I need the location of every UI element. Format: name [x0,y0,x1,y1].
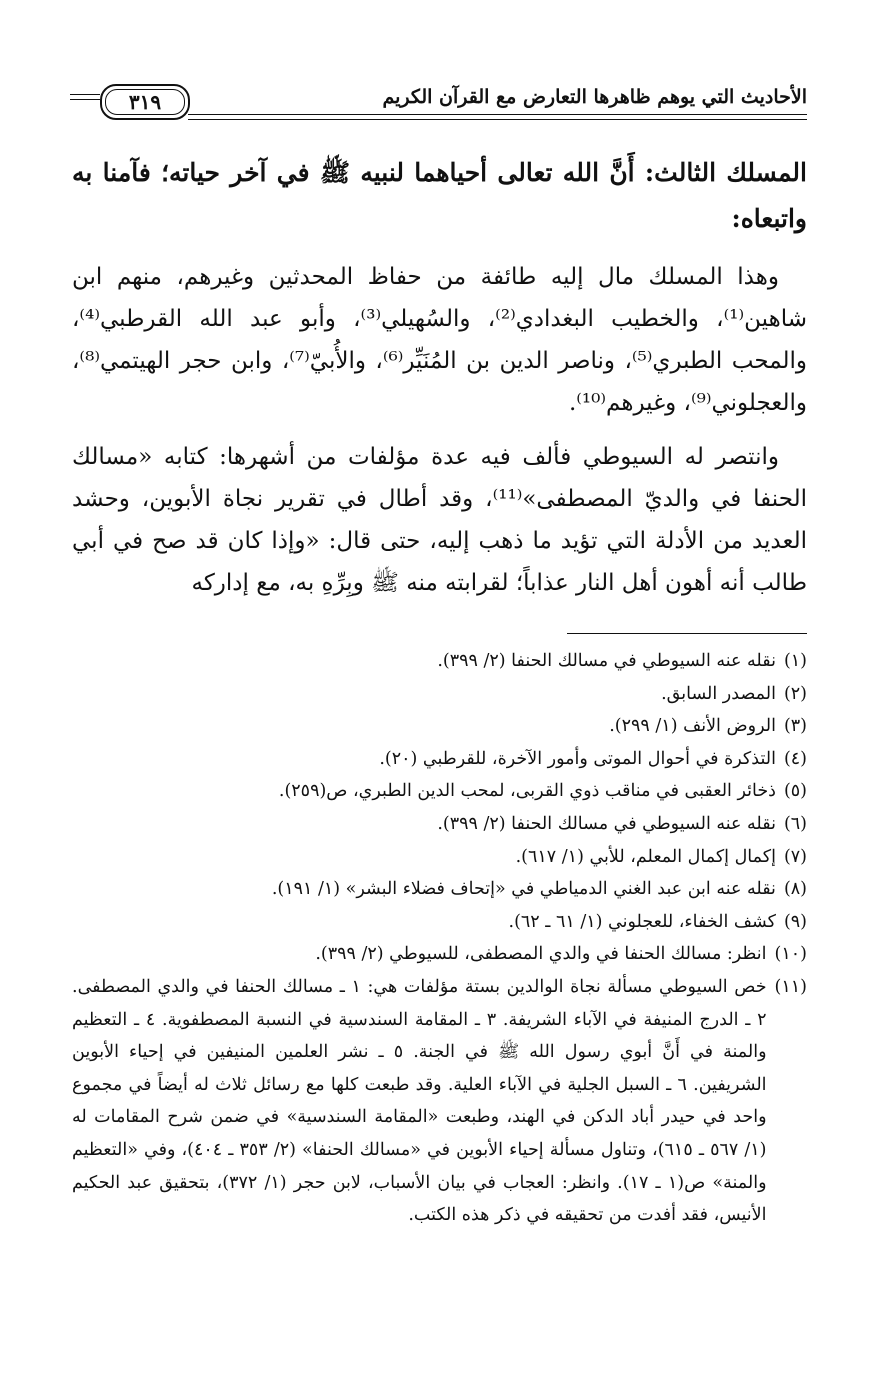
footnote-text: الروض الأنف (١/ ٢٩٩). [609,716,776,737]
footnote-text: إكمال إكمال المعلم، للأبي (١/ ٦١٧). [515,846,776,867]
footnote [72,710,807,743]
paragraph: وهذا المسلك مال إليه طائفة من حفاظ المحدثين وغيرهم، منهم ابن شاهين⁽¹⁾، والخطيب البغدادي⁽²⁾، والسُهيلي⁽³⁾، وأبو عبد الله القرطبي⁽⁴⁾، والمحب الطبري⁽⁵⁾، وناصر الدين بن المُنَيِّر⁽⁶⁾، والأُبيّ⁽⁷⁾، وابن حجر الهيتمي⁽⁸⁾، والعجلوني⁽⁹⁾، وغيرهم⁽¹⁰⁾. [72,264,808,416]
footnote [72,971,807,1232]
footnote-number: (٩) [783,911,807,932]
footnotes [72,645,807,1232]
footnote-text: نقله عنه السيوطي في مسالك الحنفا (٢/ ٣٩٩). [437,813,776,834]
footnote [72,645,807,678]
footnote-text: انظر: مسالك الحنفا في والدي المصطفى، للسيوطي (٢/ ٣٩٩). [315,944,767,965]
footnote-text: نقله عنه ابن عبد الغني الدمياطي في «إتحاف فضلاء البشر» (١/ ١٩١). [271,879,776,900]
page-header [70,78,807,124]
footnote-text: التذكرة في أحوال الموتى وأمور الآخرة، للقرطبي (٢٠). [379,748,776,769]
footnote-number: (٢) [783,683,807,704]
footnote [72,906,807,939]
footnote-separator [567,633,807,634]
footnote [72,775,807,808]
footnote [72,808,807,841]
footnote-number: (٥) [783,781,807,802]
footnote-text: نقله عنه السيوطي في مسالك الحنفا (٢/ ٣٩٩). [437,651,776,671]
paragraph: وانتصر له السيوطي فألف فيه عدة مؤلفات من أشهرها: كتابه «مسالك الحنفا في والديّ المصطفى»⁽¹¹⁾، وقد أطال في تقرير نجاة الأبوين، وحشد العديد من الأدلة التي تؤيد ما ذهب إليه، حتى قال: «وإذا كان قد صح في أبي طالب أنه أهون أهل النار عذاباً؛ لقرابته منه ﷺ وبِرِّهِ به، مع إداركه [72,444,807,596]
running-title: الأحاديث التي يوهم ظاهرها التعارض مع القرآن الكريم [382,86,807,108]
footnote-number: (٦) [783,813,807,834]
footnote-number: (٤) [783,748,807,769]
header-rule-bottom [188,119,807,120]
footnote [72,841,807,874]
header-rule-left-top [70,94,100,95]
page-number-text: ٣١٩ [128,90,162,114]
footnote [72,678,807,711]
page-number [100,84,190,120]
section-heading: المسلك الثالث: أَنَّ الله تعالى أحياهما لنبيه ﷺ في آخر حياته؛ فآمنا به واتبعاه: [72,158,807,233]
footnote-number: (١١) [774,976,807,997]
header-rule-left-bottom [70,99,100,100]
header-rule-top [188,114,807,115]
footnote [72,873,807,906]
footnote-number: (٣) [783,716,807,737]
footnote-number: (١٠) [774,944,807,965]
footnote-text: ذخائر العقبى في مناقب ذوي القربى، لمحب الدين الطبري، ص(٢٥٩). [278,781,776,802]
footnote-number: (٨) [783,879,807,900]
footnote [72,938,807,971]
footnote-text: المصدر السابق. [661,683,776,704]
footnote-number: (٧) [783,846,807,867]
footnote-number: (١) [783,651,807,671]
main-text [72,150,807,616]
footnote-text: خص السيوطي مسألة نجاة الوالدين بستة مؤلفات هي: ١ ـ مسالك الحنفا في والدي المصطفى. ٢ ـ الدرج المنيفة في الآباء الشريفة. ٣ ـ المقامة السندسية في النسبة المصطفوية. ٤ ـ التعظيم والمنة في أَنَّ أبوي رسول الله ﷺ في الجنة. ٥ ـ نشر العلمين المنيفين في إحياء الأبوين الشريفين. ٦ ـ السبل الجلية في الآباء العلية. وقد طبعت كلها مع رسائل ثلاث له أيضاً في مجموع واحد في حيدر أباد الدكن في الهند، وطبعت «المقامة السندسية» في ضمن شرح المقامات له (١/ ٥٦٧ ـ ٦١٥)، وتناول مسألة إحياء الأبوين في «مسالك الحنفا» (٢/ ٣٥٣ ـ ٤٠٤)، وفي «التعظيم والمنة» ص(١ ـ ١٧). وانظر: العجاب في بيان الأسباب، لابن حجر (١/ ٣٧٢)، بتحقيق عبد الحكيم الأنيس، فقد أفدت من تحقيقه في ذكر هذه الكتب. [72,976,767,1226]
footnote [72,743,807,776]
footnote-text: كشف الخفاء، للعجلوني (١/ ٦١ ـ ٦٢). [508,911,776,932]
